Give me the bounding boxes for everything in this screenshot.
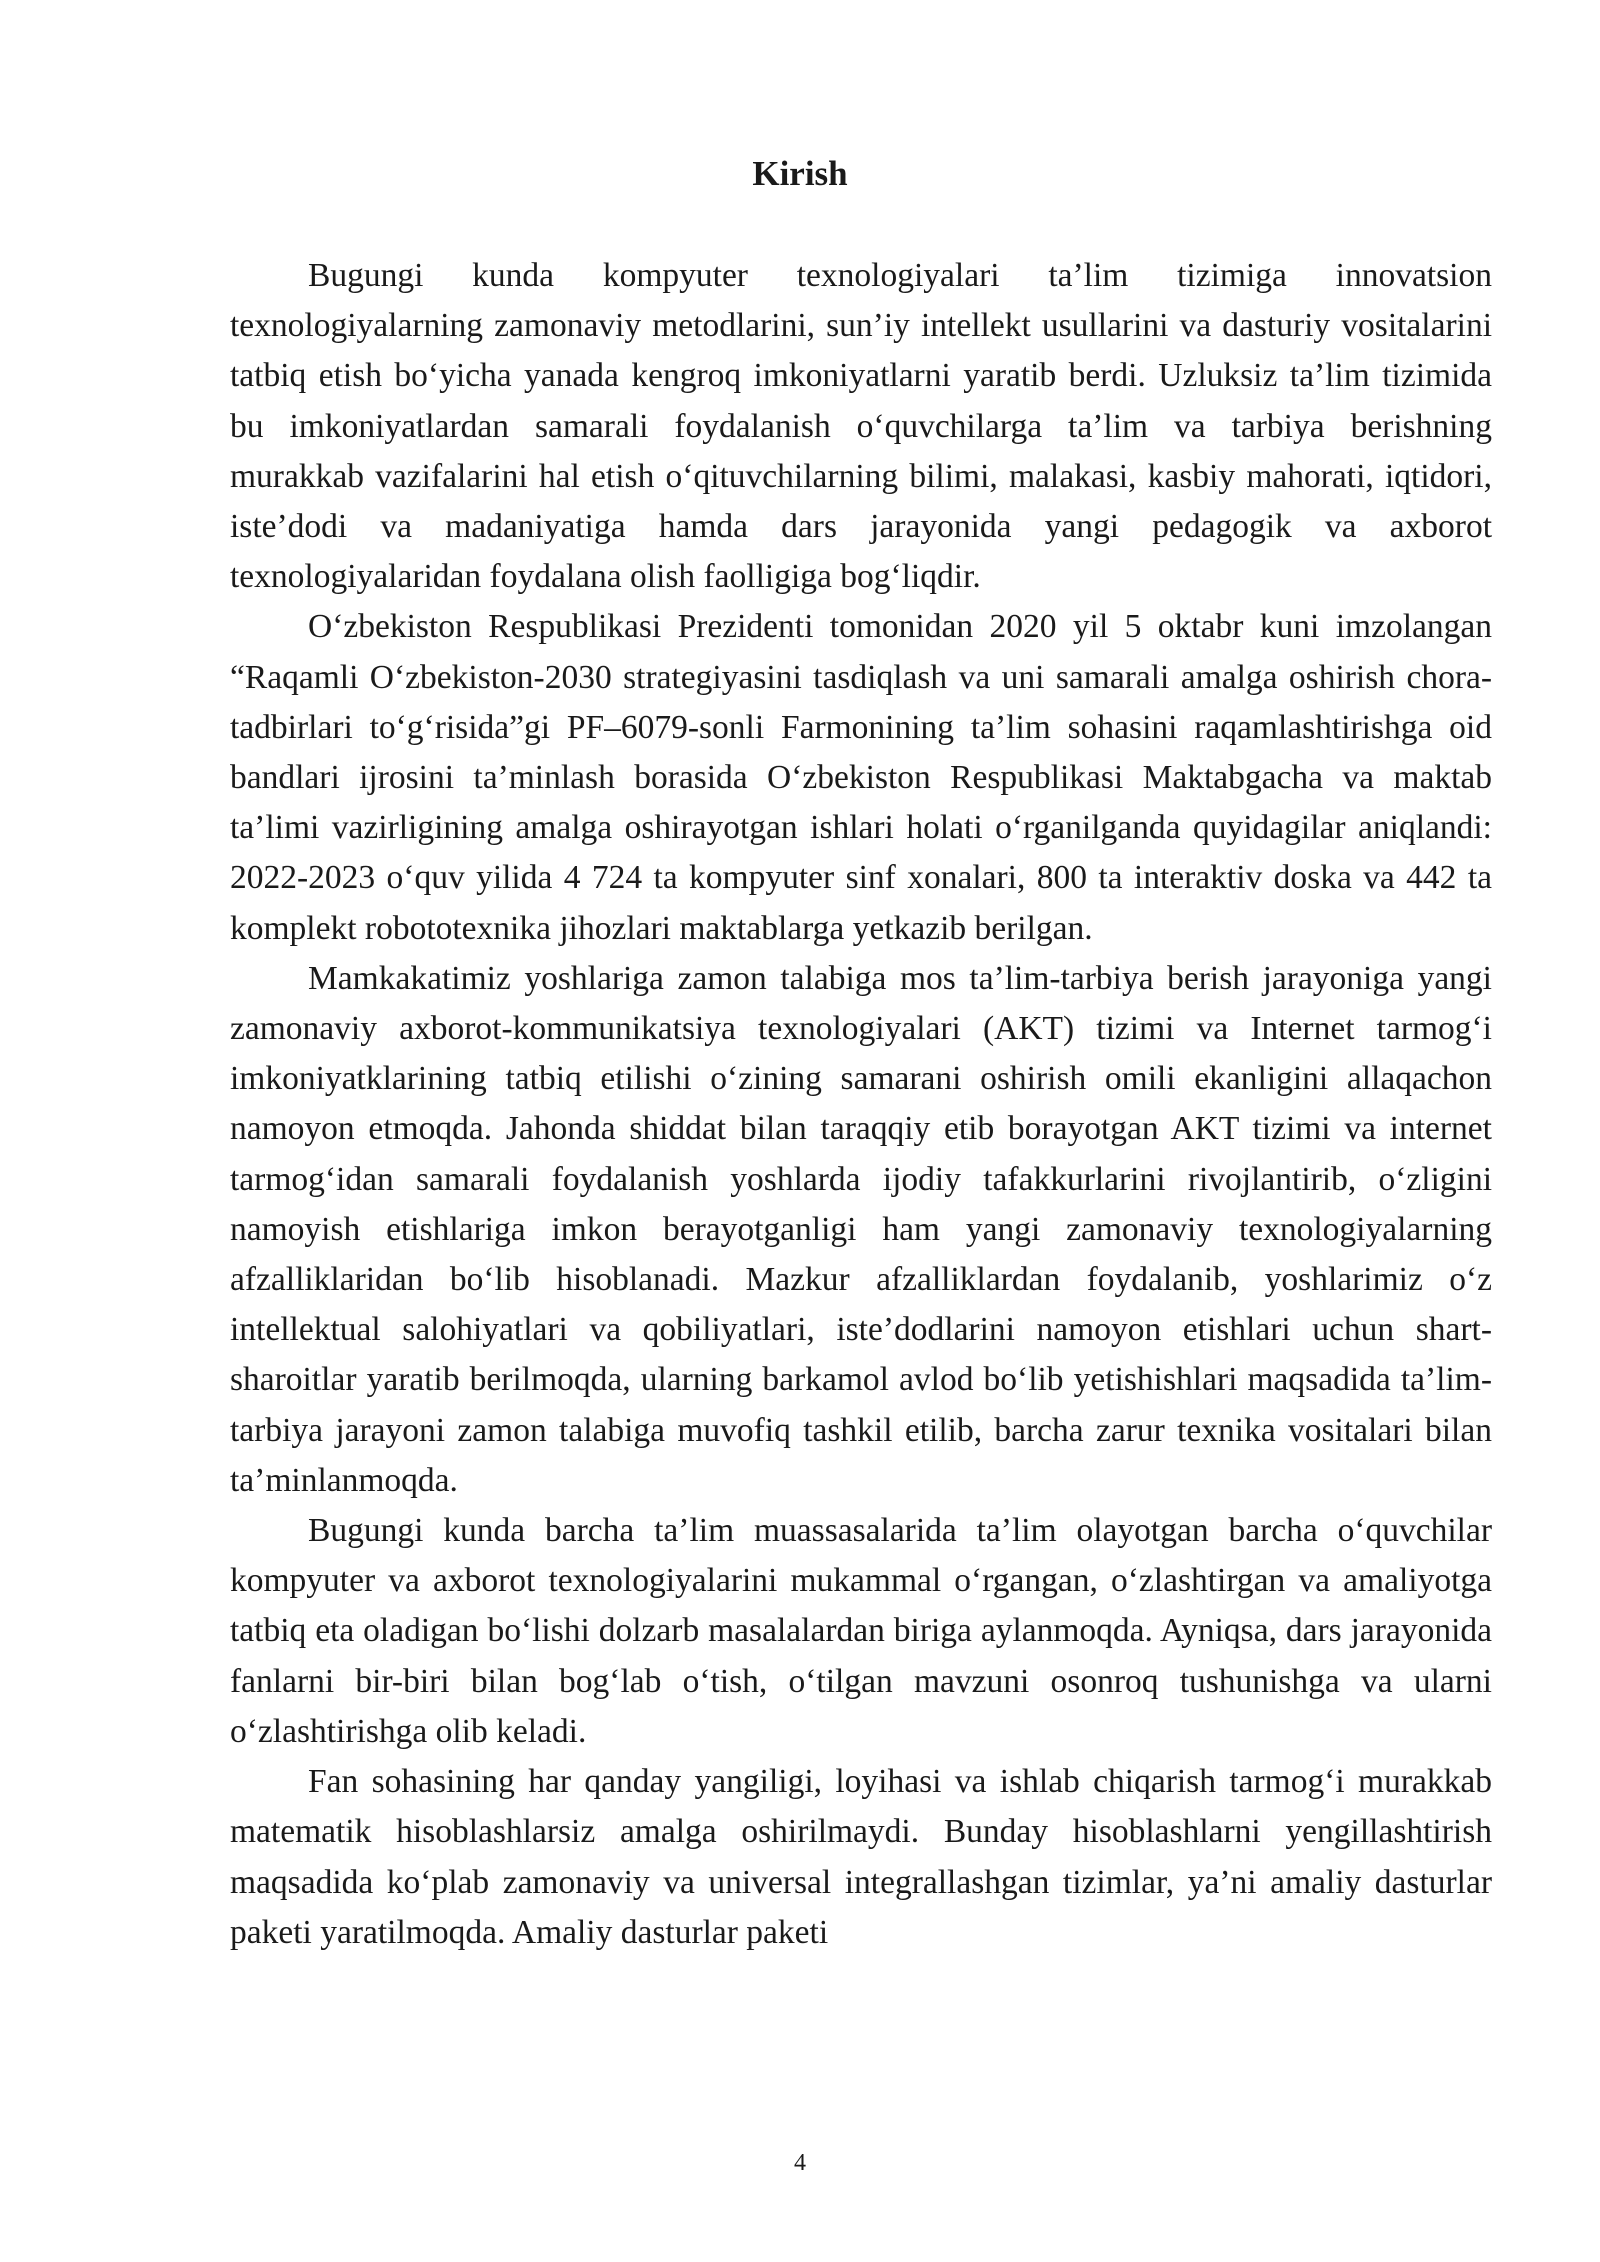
paragraph: Mamkakatimiz yoshlariga zamon talabiga mos ta’lim-tarbiya berish jarayoniga yangi zamonaviy axborot-kommunikatsiya texnologiyalari (AKT) tizimi va Internet tarmog‘i imkoniyatklarining tatbiq etilishi o‘zining samarani oshirish omili ekanligini allaqachon namoyon etmoqda. Jahonda shiddat bilan taraqqiy etib borayotgan AKT tizimi va internet tarmog‘idan samarali foydalanish yoshlarda ijodiy tafakkurlarini rivojlantirib, o‘zligini namoyish etishlariga imkon berayotganligi ham yangi zamonaviy texnologiyalarning afzalliklaridan bo‘lib hisoblanadi. Mazkur afzalliklardan foydalanib, yoshlarimiz o‘z intellektual salohiyatlari va qobiliyatlari, iste’dodlarini namoyon etishlari uchun shart-sharoitlar yaratib berilmoqda, ularning barkamol avlod bo‘lib yetishishlari maqsadida ta’lim-tarbiya jarayoni zamon talabiga muvofiq tashkil etilib, barcha zarur texnika vositalari bilan ta’minlanmoqda. [230,959,1492,1499]
paragraph: Bugungi kunda barcha ta’lim muassasalarida ta’lim olayotgan barcha o‘quvchilar kompyuter va axborot texnologiyalarini mukammal o‘rgangan, o‘zlashtirgan va amaliyotga tatbiq eta oladigan bo‘lishi dolzarb masalalardan biriga aylanmoqda. Ayniqsa, dars jarayonida fanlarni bir-biri bilan bog‘lab o‘tish, o‘tilgan mavzuni osonroq tushunishga va ularni o‘zlashtirishga olib keladi. [230,1512,1492,1750]
paragraph: Fan sohasining har qanday yangiligi, loyihasi va ishlab chiqarish tarmog‘i murakkab matematik hisoblashlarsiz amalga oshirilmaydi. Bunday hisoblashlarni yengillashtirish maqsadida ko‘plab zamonaviy va universal integrallashgan tizimlar, ya’ni amaliy dasturlar paketi yaratilmoqda. Amaliy dasturlar paketi [230,1763,1492,1951]
paragraph: O‘zbekiston Respublikasi Prezidenti tomonidan 2020 yil 5 oktabr kuni imzolangan “Raqamli O‘zbekiston-2030 strategiyasini tasdiqlash va uni samarali amalga oshirish chora-tadbirlari to‘g‘risida”gi PF–6079-sonli Farmonining ta’lim sohasini raqamlashtirishga oid bandlari ijrosini ta’minlash borasida O‘zbekiston Respublikasi Maktabgacha va maktab ta’limi vazirligining amalga oshirayotgan ishlari holati o‘rganilganda quyidagilar aniqlandi: 2022-2023 o‘quv yilida 4 724 ta kompyuter sinf xonalari, 800 ta interaktiv doska va 442 ta komplekt robototexnika jihozlari maktablarga yetkazib berilgan. [230,608,1492,947]
paragraph: Bugungi kunda kompyuter texnologiyalari ta’lim tizimiga innovatsion texnologiyalarning zamonaviy metodlarini, sun’iy intellekt usullarini va dasturiy vositalarini tatbiq etish bo‘yicha yanada kengroq imkoniyatlarni yaratib berdi. Uzluksiz ta’lim tizimida bu imkoniyatlardan samarali foydalanish o‘quvchilarga ta’lim va tarbiya berishning murakkab vazifalarini hal etish o‘qituvchilarning bilimi, malakasi, kasbiy mahorati, iqtidori, iste’dodi va madaniyatiga hamda dars jarayonida yangi pedagogik va axborot texnologiyalaridan foydalana olish faolligiga bog‘liqdir. [230,257,1492,596]
body-text [230,251,1492,1958]
page-title: Kirish [752,154,848,193]
page-number: 4 [794,2150,806,2176]
